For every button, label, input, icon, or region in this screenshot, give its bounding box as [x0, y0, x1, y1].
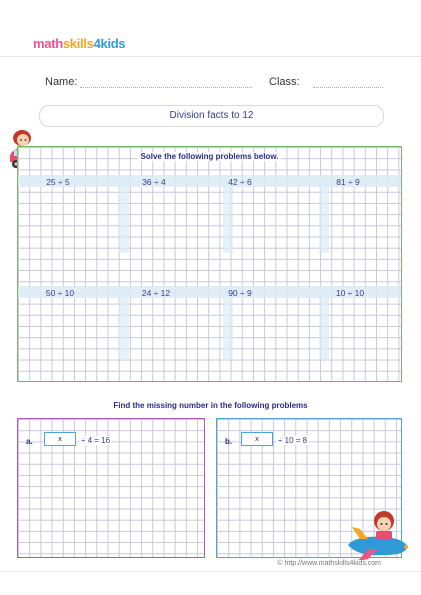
- class-field[interactable]: [313, 87, 383, 88]
- problem-a-label: a.: [26, 437, 33, 446]
- kid-in-plane-illustration: [346, 505, 410, 563]
- logo-part-skills: skills: [62, 36, 94, 51]
- footer-url[interactable]: © http://www.mathskills4kids.com: [277, 560, 381, 567]
- problem-b-label: b.: [225, 437, 233, 446]
- name-label: Name:: [45, 76, 78, 88]
- problem-7: 90 ÷ 9: [228, 288, 252, 298]
- section2-instruction: Find the missing number in the following problems: [0, 401, 421, 410]
- problem-2: 36 ÷ 4: [142, 177, 166, 187]
- problem-a-expression: ÷ 4 = 16: [81, 436, 111, 445]
- solve-problems-grid: [17, 146, 402, 382]
- worksheet-title: Division facts to 12: [39, 105, 384, 127]
- name-field[interactable]: [80, 87, 252, 88]
- problem-4: 81 ÷ 9: [336, 177, 360, 187]
- section1-instruction: Solve the following problems below.: [18, 152, 401, 161]
- problem-b-expression: ÷ 10 = 8: [278, 436, 308, 445]
- problem-1: 25 ÷ 5: [46, 177, 70, 187]
- logo-part-4kids: 4kids: [93, 36, 126, 51]
- problem-b-answer-box[interactable]: x: [241, 432, 273, 446]
- class-label: Class:: [269, 76, 300, 88]
- problem-a-answer-box[interactable]: x: [44, 432, 76, 446]
- problem-8: 10 ÷ 10: [335, 288, 365, 298]
- logo-part-math: math: [33, 36, 63, 51]
- problem-5: 50 ÷ 10: [45, 288, 75, 298]
- problem-3: 42 ÷ 6: [228, 177, 252, 187]
- header-divider: [0, 56, 421, 57]
- problem-6: 24 ÷ 12: [141, 288, 171, 298]
- missing-number-box-a: [17, 418, 205, 558]
- site-logo: [33, 36, 125, 51]
- footer-divider: [0, 571, 421, 572]
